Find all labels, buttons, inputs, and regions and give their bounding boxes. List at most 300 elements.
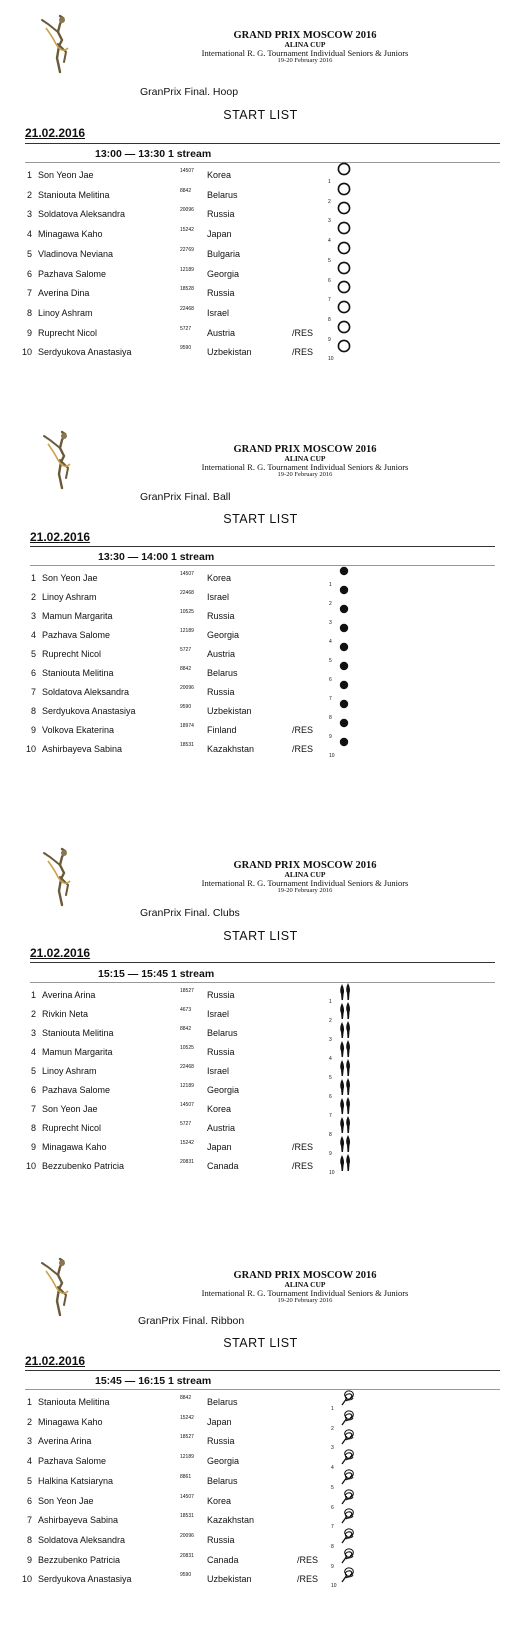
gymnast-name: Pazhava Salome [38,1456,107,1467]
gymnast-name: Staniouta Melitina [38,1397,110,1407]
license-number: 9590 [180,1572,192,1579]
license-number: 8842 [180,1026,192,1032]
divider-line [25,1389,500,1390]
apparatus-order: 1 [329,582,332,588]
event-title: GRAND PRIX MOSCOW 2016 [233,30,377,41]
license-number: 5727 [180,325,192,332]
start-number: 8 [26,1534,32,1545]
start-number: 7 [26,1515,32,1526]
start-number: 1 [30,573,36,583]
apparatus-order: 7 [329,1113,332,1119]
gymnast-name: Minagawa Kaho [42,1142,107,1152]
table-row [0,611,521,630]
table-row [0,1161,521,1180]
start-number: 8 [30,706,36,716]
start-number: 3 [30,611,36,621]
license-number: 14507 [180,571,194,577]
country: Israel [207,592,230,602]
license-number: 20831 [180,1552,194,1559]
gymnast-name: Serdyukova Anastasiya [38,347,132,358]
divider-line [30,546,495,547]
apparatus-order: 3 [329,1037,332,1043]
table-row [0,990,521,1009]
start-number: 2 [26,189,32,200]
table-row [0,1456,521,1475]
final-title: GranPrix Final. Clubs [140,907,240,919]
country: Austria [207,649,236,659]
country: Korea [207,1104,232,1114]
country: Russia [207,611,235,621]
table-row [0,1515,521,1534]
start-number: 10 [25,744,36,754]
start-number: 9 [30,1142,36,1152]
event-dates: 19-20 February 2016 [277,886,333,894]
event-header [150,444,460,479]
start-number: 5 [30,1066,36,1076]
license-number: 22468 [180,590,194,596]
gymnast-name: Soldatova Aleksandra [38,1534,126,1545]
start-list-heading: START LIST [223,929,298,943]
country: Russia [207,1047,235,1057]
country: Korea [207,1495,232,1506]
apparatus-order: 1 [328,179,331,185]
country: Belarus [207,1028,238,1038]
final-title: GranPrix Final. Ribbon [138,1315,245,1327]
gymnast-name: Bezzubenko Patricia [38,1554,121,1565]
apparatus-order: 2 [328,198,331,205]
gymnast-name: Pazhava Salome [42,630,111,640]
event-title: GRAND PRIX MOSCOW 2016 [233,444,377,455]
apparatus-order: 9 [329,1151,332,1157]
table-row [0,1104,521,1123]
apparatus-order: 5 [331,1484,334,1491]
country: Canada [207,1161,239,1171]
event-cup: ALINA CUP [284,1280,326,1290]
gymnast-name: Soldatova Aleksandra [42,687,130,697]
license-number: 15242 [180,227,194,234]
country: Belarus [207,668,238,678]
apparatus-order: 7 [329,696,332,702]
gymnast-name: Minagawa Kaho [38,1416,103,1427]
country: Uzbekistan [207,706,252,716]
apparatus-order: 6 [328,277,331,284]
gymnast-name: Staniouta Melitina [42,668,114,678]
start-number: 3 [30,1028,36,1038]
license-number: 9590 [180,704,192,710]
start-number: 6 [30,668,36,678]
start-number: 9 [26,1554,32,1565]
apparatus-order: 4 [329,639,332,645]
license-number: 22468 [180,305,194,312]
table-row [0,1436,521,1455]
start-list-section [0,0,521,400]
apparatus-order: 4 [328,238,331,245]
apparatus-order: 9 [329,734,332,740]
apparatus-order: 10 [331,1583,337,1590]
final-title: GranPrix Final. Hoop [140,86,239,98]
gymnast-name: Soldatova Aleksandra [38,209,126,220]
gymnast-name: Averina Arina [42,990,96,1000]
country: Japan [207,229,232,240]
country: Israel [207,1066,230,1076]
table-row [0,1085,521,1104]
table-row [0,744,521,763]
divider-line [30,565,495,566]
start-list-section [0,825,521,1225]
table-row [0,649,521,668]
country: Israel [207,307,230,318]
gymnast-name: Pazhava Salome [38,268,107,279]
start-list-heading: START LIST [223,512,298,526]
start-number: 8 [26,307,32,318]
table-row [0,1009,521,1028]
start-number: 10 [21,347,32,358]
table-row [0,1066,521,1085]
table-row [0,1028,521,1047]
gymnast-name: Serdyukova Anastasiya [42,706,136,716]
reserve-mark: /RES [292,1161,314,1171]
license-number: 5727 [180,1121,192,1127]
license-number: 8842 [180,1395,192,1401]
apparatus-order: 8 [329,715,332,721]
license-number: 20831 [180,1159,194,1165]
gymnast-name: Vladinova Neviana [38,248,114,259]
apparatus-order: 4 [329,1056,332,1062]
country: Japan [207,1142,232,1152]
divider-line [30,962,495,963]
table-row [0,288,521,307]
table-row [0,1532,521,1554]
table-row [0,1574,521,1593]
country: Kazakhstan [207,1515,255,1526]
license-number: 18527 [180,1434,194,1441]
apparatus-order: 6 [331,1504,334,1511]
reserve-mark: /RES [292,725,314,735]
table-row [0,1493,521,1515]
start-number: 4 [30,630,36,640]
gymnast-name: Linoy Ashram [42,1066,97,1076]
gymnast-logo-icon [40,847,80,909]
country: Austria [207,327,236,338]
apparatus-order: 2 [331,1425,334,1432]
gymnast-name: Staniouta Melitina [38,189,110,200]
table-row [0,706,521,725]
license-number: 15242 [180,1140,194,1146]
table-row [0,170,521,189]
country: Russia [207,1534,235,1545]
country: Austria [207,1123,236,1133]
start-number: 4 [26,229,32,240]
table-row [0,305,521,327]
table-row [0,1552,521,1574]
apparatus-order: 2 [329,1018,332,1024]
gymnast-name: Son Yeon Jae [42,1104,98,1114]
competition-date: 21.02.2016 [25,126,86,140]
event-dates: 19-20 February 2016 [277,470,333,478]
country: Georgia [207,630,240,640]
start-number: 2 [30,1009,36,1019]
reserve-mark: /RES [297,1574,319,1585]
country: Belarus [207,1397,238,1407]
reserve-mark: /RES [292,347,314,358]
start-number: 1 [26,170,32,180]
license-number: 22468 [180,1064,194,1070]
license-number: 12189 [180,266,194,273]
table-row [0,266,521,288]
apparatus-order: 7 [331,1524,334,1531]
gymnast-name: Averina Dina [38,288,90,299]
table-row [0,630,521,649]
country: Bulgaria [207,248,241,259]
gymnast-name: Averina Arina [38,1436,92,1447]
apparatus-order: 10 [328,356,334,363]
license-number: 14507 [180,1102,194,1108]
table-row [0,1142,521,1161]
license-number: 8842 [180,187,192,194]
license-number: 18528 [180,286,194,293]
gymnast-name: Pazhava Salome [42,1085,111,1095]
country: Russia [207,990,235,1000]
apparatus-order: 4 [331,1465,334,1472]
table-row [0,1397,521,1416]
license-number: 20096 [180,685,194,691]
start-number: 3 [26,1436,32,1447]
country: Uzbekistan [207,1574,252,1585]
table-row [0,246,521,268]
gymnast-name: Ruprecht Nicol [38,327,98,338]
apparatus-order: 8 [331,1543,334,1550]
gymnast-name: Ruprecht Nicol [42,1123,102,1133]
event-header [150,30,460,65]
table-row [0,592,521,611]
apparatus-order: 9 [328,336,331,343]
start-number: 10 [21,1574,32,1585]
gymnast-logo-icon [38,14,78,76]
license-number: 18531 [180,1513,194,1520]
final-title: GranPrix Final. Ball [140,491,231,503]
event-header [150,1270,460,1305]
table-row [0,668,521,687]
start-number: 5 [26,1475,32,1486]
start-number: 6 [26,1495,32,1506]
gymnast-name: Bezzubenko Patricia [42,1161,125,1171]
license-number: 18527 [180,988,194,994]
table-row [0,1047,521,1066]
gymnast-logo-icon [40,430,80,492]
license-number: 10525 [180,1045,194,1051]
apparatus-order: 5 [329,658,332,664]
apparatus-order: 3 [331,1445,334,1452]
reserve-mark: /RES [292,744,314,754]
table-row [0,229,521,248]
start-number: 6 [30,1085,36,1095]
start-number: 6 [26,268,32,279]
start-number: 7 [30,687,36,697]
divider-line [25,162,500,163]
apparatus-order: 3 [329,620,332,626]
country: Uzbekistan [207,347,252,358]
apparatus-order: 5 [328,257,331,264]
license-number: 8861 [180,1473,192,1480]
country: Israel [207,1009,230,1019]
start-number: 3 [26,209,32,220]
start-number: 4 [26,1456,32,1467]
license-number: 14507 [180,1493,194,1500]
table-row [0,573,521,592]
apparatus-order: 9 [331,1563,334,1570]
license-number: 4673 [180,1007,192,1013]
country: Georgia [207,1456,240,1467]
start-number: 10 [25,1161,36,1171]
start-number: 5 [30,649,36,659]
start-list-section [0,1235,521,1635]
reserve-mark: /RES [292,1142,314,1152]
apparatus-order: 5 [329,1075,332,1081]
gymnast-name: Staniouta Melitina [42,1028,114,1038]
start-number: 4 [30,1047,36,1057]
divider-line [30,982,495,983]
gymnast-name: Son Yeon Jae [42,573,98,583]
apparatus-order: 7 [328,297,331,304]
table-row [0,1414,521,1436]
gymnast-logo-icon [38,1257,78,1319]
license-number: 20096 [180,207,194,214]
country: Kazakhstan [207,744,255,754]
divider-line [25,1370,500,1371]
country: Japan [207,1416,232,1427]
event-dates: 19-20 February 2016 [277,56,333,64]
gymnast-name: Halkina Katsiaryna [38,1475,114,1486]
license-number: 8842 [180,666,192,672]
event-dates: 19-20 February 2016 [277,1296,333,1304]
gymnast-name: Serdyukova Anastasiya [38,1574,132,1585]
country: Georgia [207,1085,240,1095]
apparatus-order: 8 [328,316,331,323]
license-number: 10525 [180,609,194,615]
stream-time: 13:30 — 14:00 1 stream [98,551,215,563]
event-tournament: International R. G. Tournament Individual Seniors & Juniors [201,47,409,58]
country: Korea [207,170,232,180]
license-number: 18974 [180,723,194,729]
event-cup: ALINA CUP [284,870,326,880]
start-number: 2 [26,1416,32,1427]
license-number: 22769 [180,246,194,253]
start-number: 1 [30,990,36,1000]
stream-time: 13:00 — 13:30 1 stream [95,148,212,160]
gymnast-name: Son Yeon Jae [38,170,94,180]
event-title: GRAND PRIX MOSCOW 2016 [233,1270,377,1281]
apparatus-order: 10 [329,753,335,759]
license-number: 20096 [180,1532,194,1539]
country: Finland [207,725,237,735]
table-row [0,725,521,744]
country: Russia [207,209,235,220]
stream-time: 15:45 — 16:15 1 stream [95,1375,212,1387]
table-row [0,1473,521,1495]
reserve-mark: /RES [292,327,314,338]
license-number: 12189 [180,1083,194,1089]
apparatus-order: 3 [328,218,331,225]
table-row [0,347,521,366]
gymnast-name: Linoy Ashram [42,592,97,602]
country: Georgia [207,268,240,279]
gymnast-name: Son Yeon Jae [38,1495,94,1506]
start-number: 5 [26,248,32,259]
start-number: 9 [26,327,32,338]
event-title: GRAND PRIX MOSCOW 2016 [233,860,377,871]
reserve-mark: /RES [297,1554,319,1565]
apparatus-order: 10 [329,1170,335,1176]
license-number: 9590 [180,345,192,352]
license-number: 12189 [180,628,194,634]
event-cup: ALINA CUP [284,40,326,50]
country: Russia [207,687,235,697]
start-list-heading: START LIST [223,108,298,122]
gymnast-name: Ashirbayeva Sabina [38,1515,119,1526]
apparatus-order: 1 [329,999,332,1005]
gymnast-name: Linoy Ashram [38,307,93,318]
gymnast-name: Volkova Ekaterina [42,725,115,735]
event-tournament: International R. G. Tournament Individual Seniors & Juniors [201,1287,409,1298]
event-tournament: International R. G. Tournament Individual Seniors & Juniors [201,461,409,472]
license-number: 14507 [180,168,194,174]
start-number: 7 [26,288,32,299]
event-tournament: International R. G. Tournament Individual Seniors & Juniors [201,877,409,888]
start-number: 2 [30,592,36,602]
country: Korea [207,573,232,583]
license-number: 18531 [180,742,194,748]
divider-line [25,143,500,144]
gymnast-name: Minagawa Kaho [38,229,103,240]
gymnast-name: Ashirbayeva Sabina [42,744,123,754]
table-row [0,325,521,347]
apparatus-order: 6 [329,1094,332,1100]
table-row [0,687,521,706]
gymnast-name: Ruprecht Nicol [42,649,102,659]
country: Belarus [207,1475,238,1486]
country: Canada [207,1554,239,1565]
gymnast-name: Mamun Margarita [42,611,113,621]
competition-date: 21.02.2016 [25,1354,86,1368]
apparatus-order: 6 [329,677,332,683]
license-number: 12189 [180,1454,194,1461]
table-row [0,209,521,228]
event-cup: ALINA CUP [284,454,326,464]
competition-date: 21.02.2016 [30,946,91,960]
start-number: 8 [30,1123,36,1133]
stream-time: 15:15 — 15:45 1 stream [98,968,215,980]
start-list-heading: START LIST [223,1336,298,1350]
apparatus-order: 8 [329,1132,332,1138]
country: Russia [207,1436,235,1447]
license-number: 15242 [180,1414,194,1421]
competition-date: 21.02.2016 [30,530,91,544]
gymnast-name: Mamun Margarita [42,1047,113,1057]
country: Russia [207,288,235,299]
license-number: 5727 [180,647,192,653]
gymnast-name: Rivkin Neta [42,1009,89,1019]
event-header [150,860,460,895]
start-number: 9 [30,725,36,735]
apparatus-order: 2 [329,601,332,607]
start-number: 1 [26,1397,32,1407]
table-row [0,187,521,209]
table-row [0,1123,521,1142]
apparatus-order: 1 [331,1406,334,1412]
start-number: 7 [30,1104,36,1114]
start-list-section [0,410,521,810]
country: Belarus [207,189,238,200]
